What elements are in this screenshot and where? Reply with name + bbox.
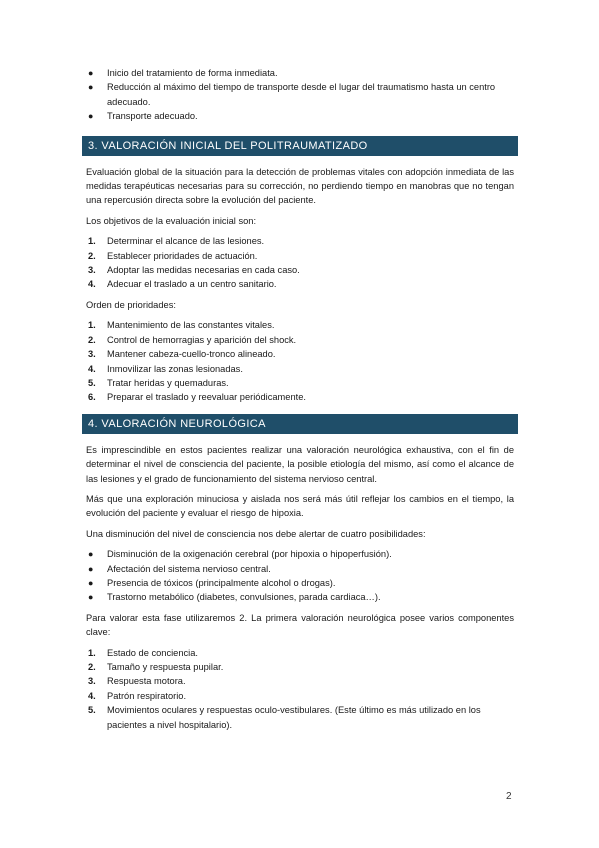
priorities-label: Orden de prioridades:	[86, 299, 176, 310]
list-item: ● Transporte adecuado.	[86, 109, 514, 123]
bullet-icon: ●	[88, 82, 94, 93]
bullet-icon: ●	[88, 549, 94, 560]
components-list	[86, 646, 514, 732]
objectives-label: Los objetivos de la evaluación inicial son:	[86, 215, 257, 226]
list-item: 1. Mantenimiento de las constantes vitales.	[88, 320, 275, 331]
list-item: 2. Tamaño y respuesta pupilar.	[88, 662, 224, 672]
section4-para2: Más que una exploración minuciosa y aislada nos será más útil reflejar los cambios en el tiempo, la evolución del paciente y evaluar el riesgo de hipoxia.	[86, 493, 514, 519]
list-item: ● Inicio del tratamiento de forma inmediata.	[86, 66, 514, 80]
bullet-icon: ●	[88, 111, 94, 122]
list-item: ● Trastorno metabólico (diabetes, convulsiones, parada cardiaca…).	[86, 590, 514, 604]
section4-para3: Una disminución del nivel de consciencia nos debe alertar de cuatro posibilidades:	[86, 528, 426, 539]
section4-para4: Para valorar esta fase utilizaremos 2. La primera valoración neurológica posee varios componentes clave:	[86, 612, 514, 638]
list-item: 2. Control de hemorragias y aparición del shock.	[88, 334, 297, 345]
list-item: 3. Respuesta motora.	[88, 676, 186, 687]
section3-intro: Evaluación global de la situación para la detección de problemas vitales con adopción inmediata de las medidas terapéuticas necesarias para su corrección, no perdiendo tiempo en manobras que no tengan una repercusión directa sobre la evolución del paciente.	[86, 166, 514, 206]
list-item: ● Disminución de la oxigenación cerebral (por hipoxia o hipoperfusión).	[86, 547, 514, 561]
section4-para1: Es imprescindible en estos pacientes realizar una valoración neurológica exhaustiva, con el fin de determinar el nivel de consciencia del paciente, la posible etiología del mismo, así como el alcance de las lesiones y el grado de funcionamiento del sistema nervioso central.	[86, 444, 514, 484]
list-item: 6. Preparar el traslado y reevaluar periódicamente.	[88, 392, 306, 403]
bullet-icon: ●	[88, 577, 94, 588]
section-heading-3: 3. VALORACIÓN INICIAL DEL POLITRAUMATIZADO	[82, 136, 518, 156]
page-number: 2	[506, 791, 512, 802]
list-item: 4. Patrón respiratorio.	[88, 690, 187, 701]
priorities-list	[86, 318, 514, 404]
list-item: 5. Tratar heridas y quemaduras.	[88, 377, 229, 388]
list-item: 4. Inmovilizar las zonas lesionadas.	[88, 363, 243, 374]
list-item: ● Presencia de tóxicos (principalmente alcohol o drogas).	[86, 576, 514, 590]
list-item: ● Afectación del sistema nervioso central.	[86, 562, 514, 576]
bullet-icon: ●	[88, 592, 94, 603]
bullet-icon: ●	[88, 68, 94, 78]
section-heading-4: 4. VALORACIÓN NEUROLÓGICA	[82, 414, 518, 434]
page-content	[86, 66, 514, 732]
possibilities-list	[86, 547, 514, 605]
bullet-icon: ●	[88, 563, 94, 574]
list-item: 1. Estado de conciencia.	[88, 647, 198, 658]
list-item: 3. Adoptar las medidas necesarias en cada caso.	[88, 265, 300, 276]
list-item: 1. Determinar el alcance de las lesiones.	[88, 236, 265, 247]
objectives-list	[86, 234, 514, 292]
list-item: 4. Adecuar el traslado a un centro sanitario.	[88, 279, 277, 290]
list-item: ● Reducción al máximo del tiempo de transporte desde el lugar del traumatismo hasta un centro adecuado.	[88, 82, 496, 107]
top-bullet-list	[86, 66, 514, 124]
list-item: 2. Establecer prioridades de actuación.	[88, 250, 258, 261]
list-item: 3. Mantener cabeza-cuello-tronco alineado.	[88, 349, 276, 360]
list-item: 5. Movimientos oculares y respuestas oculo-vestibulares. (Este último es más utilizado en los pacientes a nivel hospitalario).	[88, 705, 481, 730]
